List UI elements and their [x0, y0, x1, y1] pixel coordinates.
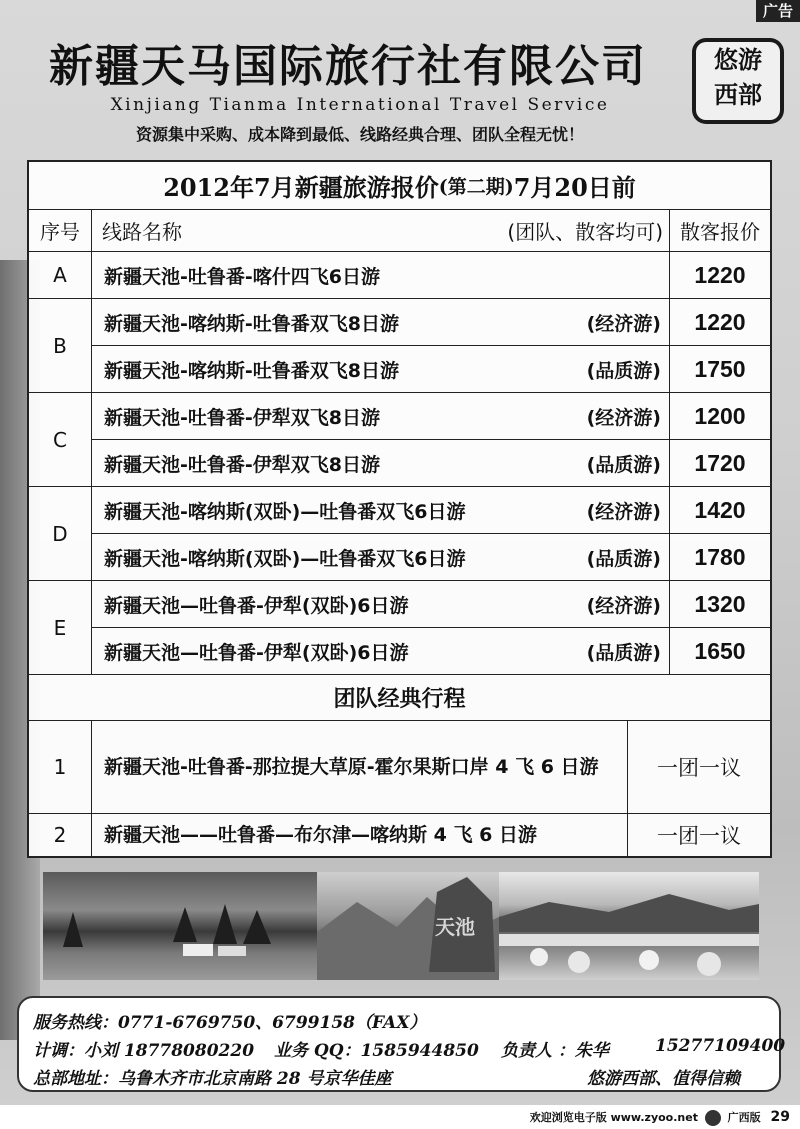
- table-title: [29, 162, 770, 210]
- ad-label: 广告: [756, 0, 800, 22]
- table-row: [92, 487, 670, 534]
- footer-info: [530, 1109, 790, 1126]
- footer-edition: 广西版: [727, 1111, 761, 1124]
- contact-business-qq: 业务 QQ：1585944850: [274, 1041, 479, 1061]
- route-tier: (品质游): [586, 547, 661, 570]
- table-row: [92, 628, 670, 675]
- row-code-c: C: [29, 393, 92, 487]
- wetland-photo: [499, 872, 759, 980]
- route-name: 新疆天池—吐鲁番-伊犁(双卧)6日游: [104, 641, 409, 664]
- tianchi-stone-photo: [317, 872, 499, 980]
- scenic-photo-strip: [43, 872, 759, 980]
- wetland-landscape: [499, 872, 759, 980]
- contact-box: [17, 996, 786, 1092]
- group-route-price: 一团一议: [628, 721, 770, 814]
- company-slogan: 资源集中采购、成本降到最低、线路经典合理、团队全程无忧！: [135, 125, 584, 144]
- route-tier: (经济游): [586, 594, 661, 617]
- route-tier: (品质游): [586, 453, 661, 476]
- page-number: 29: [770, 1109, 790, 1125]
- group-row-code: 1: [29, 721, 92, 814]
- route-price: 1780: [670, 534, 770, 581]
- stone-caption: 天池: [435, 915, 475, 939]
- table-row: [92, 346, 670, 393]
- headquarters-address: 总部地址：乌鲁木齐市北京南路 28 号京华佳座: [33, 1069, 392, 1089]
- row-code-e: E: [29, 581, 92, 675]
- seal-text: 悠游 西部: [696, 42, 780, 120]
- magazine-logo-icon: [705, 1110, 721, 1126]
- route-tier: (品质游): [586, 359, 661, 382]
- contact-manager: 负责人 ：朱华: [501, 1041, 609, 1061]
- route-name: 新疆天池-喀纳斯(双卧)—吐鲁番双飞6日游: [104, 547, 466, 570]
- route-price: 1220: [670, 299, 770, 346]
- route-price: 1650: [670, 628, 770, 675]
- route-name: 新疆天池-吐鲁番-喀什四飞6日游: [104, 265, 380, 288]
- company-name: 新疆天马国际旅行社有限公司: [49, 41, 647, 92]
- row-code-b: B: [29, 299, 92, 393]
- route-name: 新疆天池-喀纳斯-吐鲁番双飞8日游: [104, 359, 399, 382]
- table-title-deadline: 7月20日前: [513, 173, 636, 202]
- forest-silhouette: [43, 872, 317, 980]
- group-row-code: 2: [29, 814, 92, 856]
- row-code-a: A: [29, 252, 92, 299]
- price-table: [27, 160, 772, 858]
- page-footer: [0, 1105, 800, 1129]
- route-name: 新疆天池-吐鲁番-伊犁双飞8日游: [104, 453, 380, 476]
- table-title-main: 2012年7月新疆旅游报价: [163, 173, 439, 202]
- route-tier: (经济游): [586, 312, 661, 335]
- col-header-price: 散客报价: [670, 210, 770, 252]
- route-price: 1420: [670, 487, 770, 534]
- route-tier: (经济游): [586, 500, 661, 523]
- table-row: [92, 534, 670, 581]
- group-route-name: 新疆天池——吐鲁番—布尔津—喀纳斯 4 飞 6 日游: [92, 814, 628, 856]
- col-header-route-label: 线路名称: [102, 220, 182, 244]
- group-route-name: 新疆天池-吐鲁番-那拉提大草原-霍尔果斯口岸 4 飞 6 日游: [92, 721, 628, 814]
- route-price: 1220: [670, 252, 770, 299]
- meadow-photo: [43, 872, 317, 980]
- route-tier: (品质游): [586, 641, 661, 664]
- service-hotline: 服务热线：0771-6769750、6799158（FAX）: [33, 1013, 427, 1033]
- route-name: 新疆天池-喀纳斯-吐鲁番双飞8日游: [104, 312, 399, 335]
- table-title-issue: (第二期): [438, 176, 514, 198]
- route-tier: (经济游): [586, 406, 661, 429]
- route-price: 1720: [670, 440, 770, 487]
- table-row: [92, 393, 670, 440]
- company-motto: 悠游西部、值得信赖: [587, 1069, 740, 1089]
- company-name-english: Xinjiang Tianma International Travel Service: [110, 95, 610, 115]
- contact-dispatcher: 计调：小刘 18778080220: [33, 1041, 255, 1061]
- mountain-stone: [317, 872, 499, 980]
- col-header-code: 序号: [29, 210, 92, 252]
- route-name: 新疆天池—吐鲁番-伊犁(双卧)6日游: [104, 594, 409, 617]
- route-price: 1320: [670, 581, 770, 628]
- route-name: 新疆天池-喀纳斯(双卧)—吐鲁番双飞6日游: [104, 500, 466, 523]
- route-price: 1200: [670, 393, 770, 440]
- table-row: [92, 440, 670, 487]
- col-header-route-note: (团队、散客均可): [507, 220, 663, 244]
- group-section-title: 团队经典行程: [29, 675, 770, 721]
- group-route-price: 一团一议: [657, 824, 741, 848]
- seal-logo: [692, 38, 784, 124]
- route-name: 新疆天池-吐鲁番-伊犁双飞8日游: [104, 406, 380, 429]
- route-price: 1750: [670, 346, 770, 393]
- table-row: [92, 252, 670, 299]
- table-row: [92, 581, 670, 628]
- footer-text: 欢迎浏览电子版 www.zyoo.net: [529, 1111, 698, 1124]
- table-row: [92, 299, 670, 346]
- row-code-d: D: [29, 487, 92, 581]
- contact-manager-phone: 15277109400: [655, 1036, 786, 1056]
- col-header-route: [92, 210, 670, 252]
